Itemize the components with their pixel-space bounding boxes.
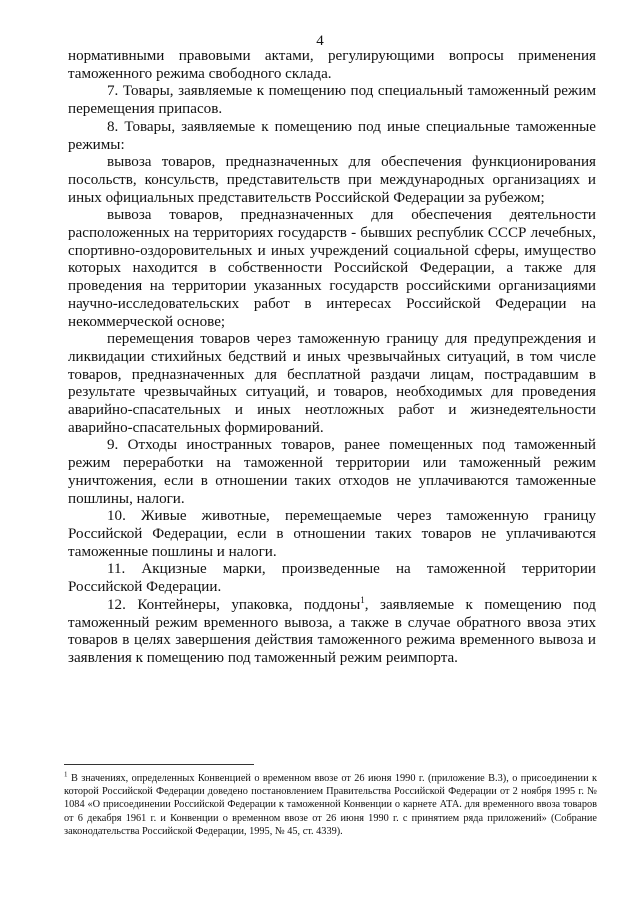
item-12-lead: 12. Контейнеры, упаковка, поддоны xyxy=(107,596,361,613)
paragraph-regime-former-ussr: вывоза товаров, предназначенных для обеспечения деятельности расположенных на территориях государств - бывших республик СССР лечебных, спортивно-оздоровительных и иных учреждений социальной сферы, имущество которых находится в собственности Российской Федерации, а также для проведения на территории указанных государств российскими организациями научно-исследовательских работ в интересах Российской Федерации на некоммерческой основе; xyxy=(68,207,596,330)
paragraph-item-8: 8. Товары, заявляемые к помещению под иные специальные таможенные режимы: xyxy=(68,118,596,153)
page-number: 4 xyxy=(316,33,324,49)
paragraph-item-12 xyxy=(68,594,596,668)
footnote-reference[interactable]: 1 xyxy=(360,594,365,605)
paragraph-item-10: 10. Живые животные, перемещаемые через таможенную границу Российской Федерации, если в отношении таких товаров не уплачиваются таможенные пошлины и налоги. xyxy=(68,508,596,560)
paragraph-regime-emergencies: перемещения товаров через таможенную границу для предупреждения и ликвидации стихийных бедствий и иных чрезвычайных ситуаций, в том числе товаров, предназначенных для бесплатной раздачи лицам, пострадавшим в результате чрезвычайных ситуаций, и товаров, необходимых для проведения аварийно-спасательных и иных неотложных работ и жизнедеятельности аварийно-спасательных формирований. xyxy=(68,331,596,436)
paragraph-item-9: 9. Отходы иностранных товаров, ранее помещенных под таможенный режим переработки на таможенной территории или таможенный режим уничтожения, если в отношении таких отходов не уплачиваются таможенные пошлины, налоги. xyxy=(68,437,596,507)
footnote-text: В значениях, определенных Конвенцией о временном ввозе от 26 июня 1990 г. (приложение В.3), о присоединении к которой Российской Федерации доведено постановлением Правительства Российской Федерации от 2 ноября 1995 г. № 1084 «О присоединении Российской Федерации к таможенной Конвенции о карнете АТА. для временного ввоза товаров от 6 декабря 1961 г. и Конвенции о временном ввозе от 26 июня 1990 г. с принятием ряда приложений» (Собрание законодательства Российской Федерации, 1995, № 45, ст. 4339). xyxy=(64,773,598,837)
footnote-marker: 1 xyxy=(64,770,68,779)
paragraph-continuation: нормативными правовыми актами, регулирующими вопросы применения таможенного режима свободного склада. xyxy=(68,48,596,82)
footnote xyxy=(64,772,597,838)
paragraph-item-11: 11. Акцизные марки, произведенные на таможенной территории Российской Федерации. xyxy=(68,561,596,596)
item-12-rest: , заявляемые к помещению под таможенный режим временного вывоза, а также в случае обратного ввоза этих товаров в целях завершения действия таможенного режима временного вывоза и заявления к помещению под таможенный режим реимпорта. xyxy=(68,596,596,666)
paragraph-regime-embassies: вывоза товаров, предназначенных для обеспечения функционирования посольств, консульств, представительств при международных организациях и иных официальных представительств Российской Федерации за рубежом; xyxy=(68,154,596,206)
document-body xyxy=(68,48,596,668)
paragraph-item-7: 7. Товары, заявляемые к помещению под специальный таможенный режим перемещения припасов. xyxy=(68,83,596,118)
footnote-divider xyxy=(64,764,254,765)
